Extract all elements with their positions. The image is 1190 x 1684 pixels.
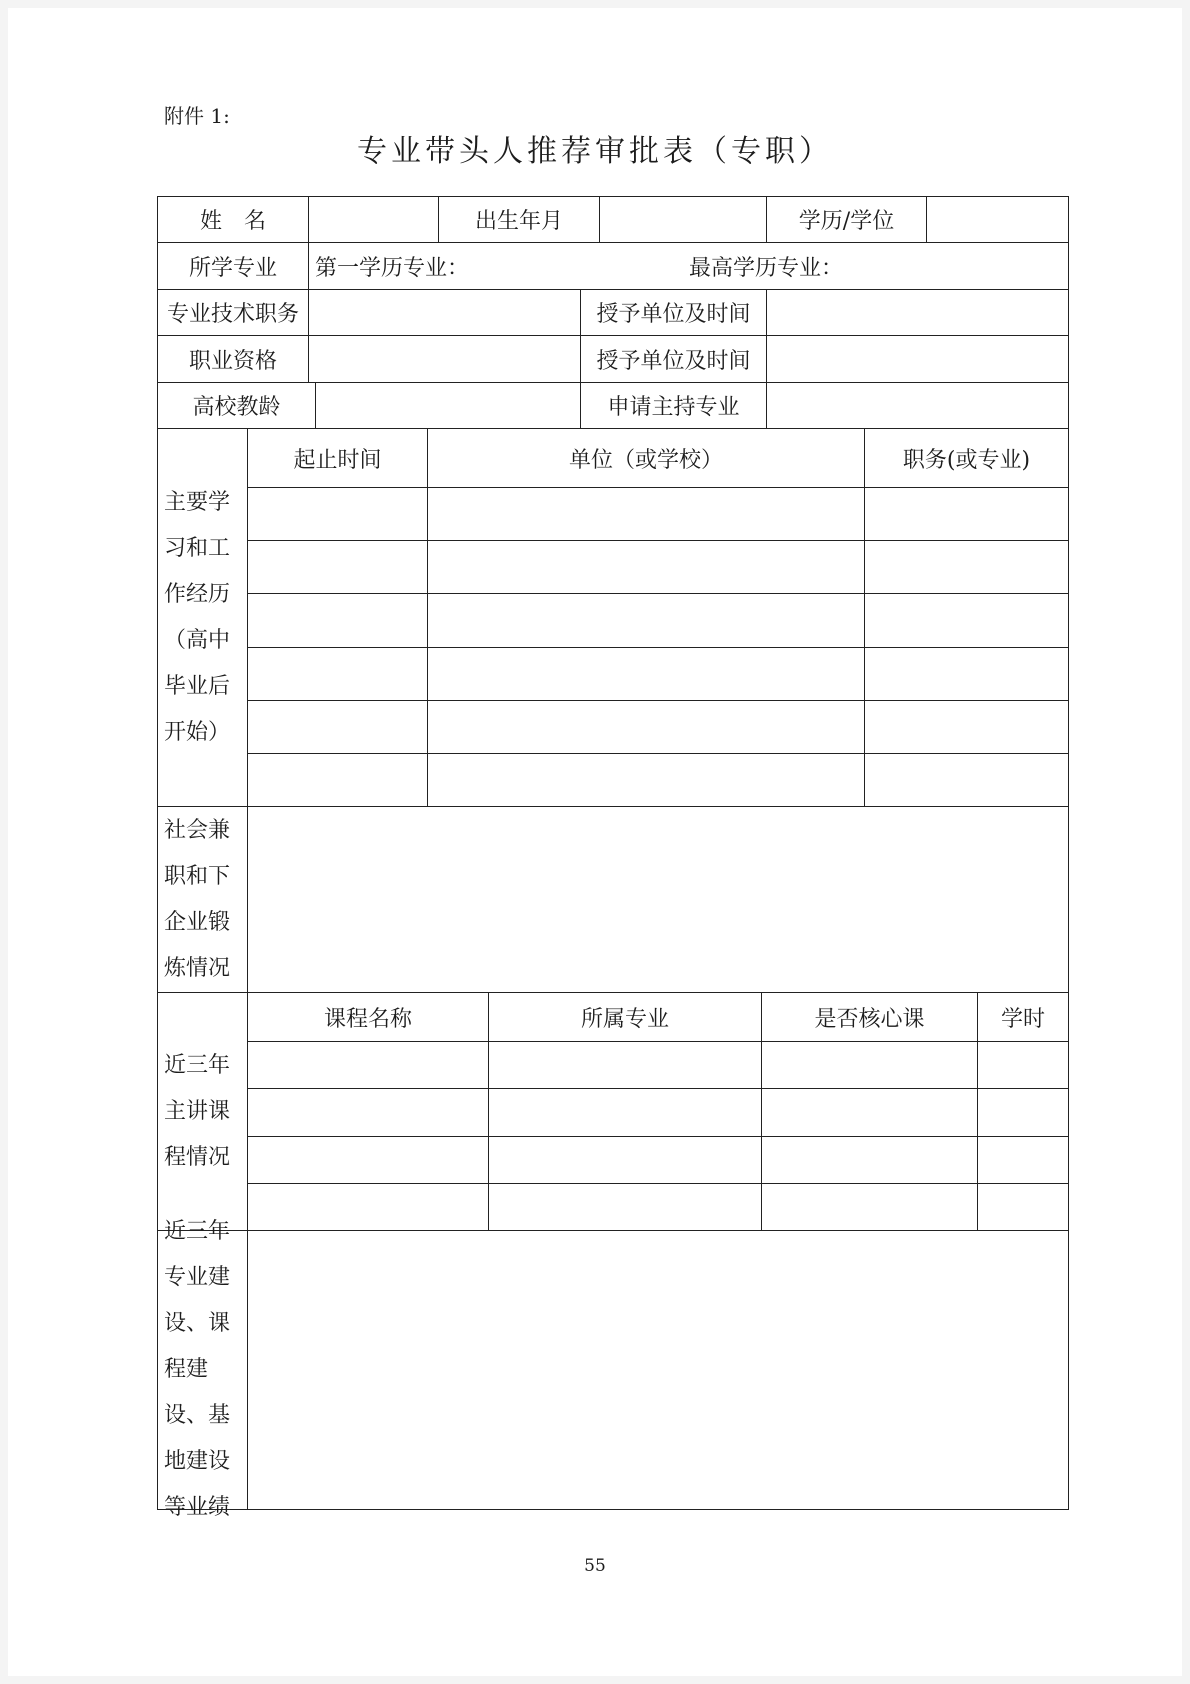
grant-field-2[interactable]	[766, 336, 1068, 382]
experience-unit-cell[interactable]	[427, 541, 864, 593]
degree-label: 学历/学位	[766, 197, 926, 242]
social-content-field[interactable]	[248, 807, 1068, 992]
table-row	[248, 487, 1068, 540]
form-title: 专业带头人推荐审批表（专职）	[357, 134, 833, 169]
course-header-hours: 学时	[977, 993, 1068, 1041]
table-row	[248, 540, 1068, 593]
page-number: 55	[584, 1556, 606, 1576]
course-header-major: 所属专业	[488, 993, 761, 1041]
experience-section	[157, 428, 1069, 806]
course-core-cell[interactable]	[761, 1042, 977, 1088]
experience-period-cell[interactable]	[248, 701, 427, 753]
table-row	[248, 593, 1068, 646]
experience-unit-cell[interactable]	[427, 754, 864, 806]
course-name-cell[interactable]	[248, 1137, 488, 1183]
experience-period-cell[interactable]	[248, 754, 427, 806]
course-hours-cell[interactable]	[977, 1042, 1068, 1088]
row-basic-info	[157, 196, 1069, 242]
course-hours-cell[interactable]	[977, 1137, 1068, 1183]
grant-label-1: 授予单位及时间	[580, 290, 766, 335]
courses-label: 近三年主讲课程情况	[158, 993, 248, 1230]
experience-header-unit: 单位（或学校）	[427, 429, 864, 487]
experience-position-cell[interactable]	[864, 648, 1068, 700]
table-row	[248, 647, 1068, 700]
experience-header-position: 职务(或专业)	[864, 429, 1068, 487]
attachment-label: 附件 1:	[164, 104, 230, 128]
achievements-section	[157, 1219, 1069, 1520]
course-hours-cell[interactable]	[977, 1089, 1068, 1135]
qualification-field[interactable]	[308, 336, 580, 382]
social-section	[157, 806, 1069, 992]
table-row	[248, 1088, 1068, 1135]
course-major-cell[interactable]	[488, 1184, 761, 1230]
birth-label: 出生年月	[438, 197, 599, 242]
experience-period-cell[interactable]	[248, 541, 427, 593]
experience-period-cell[interactable]	[248, 488, 427, 540]
row-major	[157, 242, 1069, 289]
table-row	[248, 1041, 1068, 1088]
achievements-content-field[interactable]	[248, 1231, 1068, 1509]
experience-position-cell[interactable]	[864, 594, 1068, 646]
course-core-cell[interactable]	[761, 1089, 977, 1135]
teaching-years-field[interactable]	[315, 383, 580, 428]
degree-field[interactable]	[926, 197, 1068, 242]
row-teaching	[157, 382, 1069, 428]
teaching-years-label: 高校教龄	[192, 395, 281, 420]
experience-position-cell[interactable]	[864, 754, 1068, 806]
course-header-name: 课程名称	[323, 1006, 412, 1032]
social-label: 社会兼职和下企业锻炼情况	[158, 807, 248, 992]
apply-major-label: 申请主持专业	[580, 383, 766, 428]
experience-unit-cell[interactable]	[427, 488, 864, 540]
approval-form	[157, 196, 1069, 1520]
highest-major-field[interactable]: 最高学历专业：	[689, 255, 844, 281]
course-major-cell[interactable]	[488, 1089, 761, 1135]
table-row	[248, 1136, 1068, 1183]
experience-unit-cell[interactable]	[427, 594, 864, 646]
experience-position-cell[interactable]	[864, 701, 1068, 753]
apply-major-field[interactable]	[766, 383, 1068, 428]
course-major-cell[interactable]	[488, 1042, 761, 1088]
courses-header-row	[248, 993, 1068, 1041]
major-label: 所学专业	[188, 255, 277, 281]
experience-unit-cell[interactable]	[427, 701, 864, 753]
row-qualification	[157, 335, 1069, 382]
course-name-cell[interactable]	[248, 1089, 488, 1135]
name-label: 姓 名	[199, 209, 266, 234]
experience-header-row	[248, 429, 1068, 487]
course-hours-cell[interactable]	[977, 1184, 1068, 1230]
achievements-label: 近三年专业建设、课程建设、基地建设等业绩	[158, 1231, 248, 1509]
experience-header-period: 起止时间	[293, 447, 382, 473]
experience-position-cell[interactable]	[864, 488, 1068, 540]
experience-label: 主要学习和工作经历（高中毕业后开始）	[158, 429, 248, 806]
grant-label-2: 授予单位及时间	[580, 336, 766, 382]
course-name-cell[interactable]	[248, 1042, 488, 1088]
course-header-core: 是否核心课	[761, 993, 977, 1041]
tech-title-label: 专业技术职务	[166, 302, 299, 327]
birth-field[interactable]	[599, 197, 766, 242]
experience-period-cell[interactable]	[248, 594, 427, 646]
experience-position-cell[interactable]	[864, 541, 1068, 593]
name-field[interactable]	[308, 197, 438, 242]
courses-section	[157, 992, 1069, 1230]
row-tech-title	[157, 289, 1069, 335]
course-name-cell[interactable]	[248, 1184, 488, 1230]
grant-field-1[interactable]	[766, 290, 1068, 335]
table-row	[248, 700, 1068, 753]
course-core-cell[interactable]	[761, 1184, 977, 1230]
tech-title-field[interactable]	[308, 290, 580, 335]
course-core-cell[interactable]	[761, 1137, 977, 1183]
experience-period-cell[interactable]	[248, 648, 427, 700]
first-major-field[interactable]: 第一学历专业：	[308, 243, 689, 289]
qualification-label: 职业资格	[188, 348, 277, 374]
course-major-cell[interactable]	[488, 1137, 761, 1183]
table-row	[248, 753, 1068, 806]
experience-unit-cell[interactable]	[427, 648, 864, 700]
table-row	[248, 1183, 1068, 1230]
